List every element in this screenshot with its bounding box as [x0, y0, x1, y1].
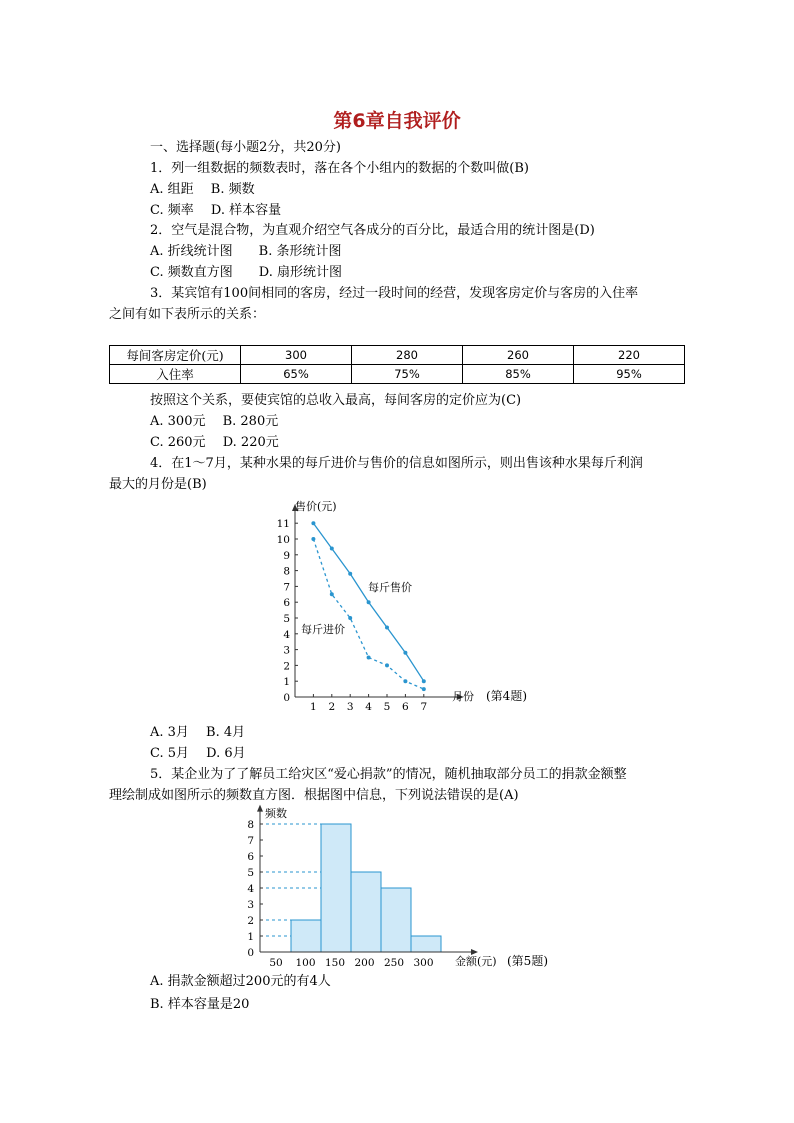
chart1-x-tick-label: 6 [402, 701, 409, 713]
table-cell: 260 [463, 346, 574, 365]
section-heading: 一、选择题(每小题2分，共20分) [150, 140, 341, 155]
chart2-x-tick-label: 100 [295, 957, 316, 969]
histogram-bar [351, 872, 381, 952]
chart1-y-tick-label: 3 [283, 644, 290, 657]
chart2-x-tick-label: 300 [413, 957, 434, 969]
table-cell: 75% [352, 365, 463, 384]
chart2-x-tick-label: 50 [269, 957, 283, 969]
chart1-series-label: 每斤售价 [368, 581, 412, 594]
chart2-y-tick-label: 6 [247, 851, 254, 863]
chart1-y-tick-label: 2 [283, 660, 290, 673]
chart1-y-tick-label: 4 [283, 628, 290, 641]
chart2-y-tick-label: 0 [247, 947, 254, 959]
chart1-y-tick-label: 0 [283, 692, 290, 704]
cost-price-point [385, 663, 389, 667]
q3-options-ab: A. 300元 B. 280元 [150, 414, 279, 429]
histogram-bar [381, 888, 411, 952]
chart2-y-tick-label: 5 [247, 867, 254, 879]
sell-price-point [348, 572, 352, 576]
chart1-y-tick-label: 10 [276, 534, 290, 546]
cost-price-point [348, 616, 352, 620]
q3-after: 按照这个关系，要使宾馆的总收入最高，每间客房的定价应为(C) [150, 393, 522, 408]
q5-option-b: B. 样本容量是20 [150, 997, 250, 1012]
q2-options-ab: A. 折线统计图 B. 条形统计图 [150, 244, 342, 259]
table-cell: 95% [574, 365, 685, 384]
q3-options-cd: C. 260元 D. 220元 [150, 435, 279, 450]
q1-options-ab: A. 组距 B. 频数 [150, 182, 255, 197]
table-header-price: 每间客房定价(元) [110, 346, 241, 365]
histogram-bar [291, 920, 321, 952]
chart2-y-tick-label: 1 [247, 931, 254, 943]
chart1-x-tick-label: 7 [420, 701, 428, 713]
chart1-y-tick-label: 1 [283, 676, 290, 689]
table-row [110, 365, 685, 384]
chart2-x-tick-label: 200 [354, 957, 375, 969]
q3-stem-line1: 3．某宾馆有100间相同的客房，经过一段时间的经营，发现客房定价与客房的入住率 [150, 286, 639, 301]
chart1-x-tick-label: 5 [383, 701, 391, 713]
q5-option-a: A. 捐款金额超过200元的有4人 [150, 974, 331, 989]
chart1-y-tick-label: 6 [283, 597, 290, 610]
q4-options-ab: A. 3月 B. 4月 [150, 725, 246, 740]
chart1-y-tick-label: 11 [276, 518, 290, 531]
chart1-y-tick-label: 5 [283, 613, 290, 625]
table-cell: 85% [463, 365, 574, 384]
chart1-x-tick-label: 1 [310, 701, 317, 713]
chart1-caption: (第4题) [486, 689, 527, 703]
histogram-bar [411, 936, 441, 952]
q2-stem: 2．空气是混合物，为直观介绍空气各成分的百分比，最适合用的统计图是(D) [150, 223, 595, 238]
q4-stem-line1: 4．在1～7月，某种水果的每斤进价与售价的信息如图所示，则出售该种水果每斤利润 [150, 456, 643, 471]
chart1-series-label: 每斤进价 [301, 623, 345, 636]
chart2-y-tick-label: 7 [247, 835, 254, 847]
table-cell: 280 [352, 346, 463, 365]
chart2-y-tick-label: 4 [247, 883, 254, 895]
chart1-xlabel: 月份 [452, 690, 474, 703]
chart1-ylabel: 售价(元) [295, 500, 337, 513]
chart2-x-tick-label: 150 [324, 957, 346, 969]
chart2-xlabel: 金额(元) [455, 955, 497, 968]
q3-stem-line2: 之间有如下表所示的关系： [109, 307, 266, 322]
price-line-chart [275, 495, 575, 715]
cost-price-point [422, 687, 426, 691]
donation-histogram [245, 805, 585, 969]
sell-price-point [385, 625, 389, 629]
chart2-caption: (第5题) [507, 954, 548, 968]
q5-stem-line1: 5．某企业为了了解员工给灾区“爱心捐款”的情况，随机抽取部分员工的捐款金额整 [150, 767, 627, 782]
q4-stem-line2: 最大的月份是(B) [109, 477, 207, 492]
q1-stem: 1．列一组数据的频数表时，落在各个小组内的数据的个数叫做(B) [150, 161, 529, 176]
chart1-y-tick-label: 7 [283, 581, 290, 594]
page-title: 第6章自我评价 [333, 110, 461, 132]
chart2-y-tick-label: 3 [247, 899, 254, 911]
histogram-bar [321, 824, 351, 952]
q4-options-cd: C. 5月 D. 6月 [150, 746, 246, 761]
q5-stem-line2: 理绘制成如图所示的频数直方图．根据图中信息，下列说法错误的是(A) [109, 788, 519, 803]
table-row [110, 346, 685, 365]
cost-price-point [367, 656, 371, 660]
table-header-rate: 入住率 [110, 365, 241, 384]
sell-price-point [403, 651, 407, 655]
chart1-y-tick-label: 9 [283, 549, 290, 562]
chart2-y-tick-label: 2 [247, 915, 254, 927]
table-cell: 65% [241, 365, 352, 384]
sell-price-point [422, 679, 426, 683]
chart2-x-tick-label: 250 [383, 957, 405, 969]
cost-price-point [330, 592, 334, 596]
sell-price-point [367, 600, 371, 604]
chart1-x-tick-label: 3 [346, 701, 354, 713]
cost-price-point [403, 679, 407, 683]
sell-price-point [330, 546, 334, 550]
table-cell: 300 [241, 346, 352, 365]
sell-price-point [311, 521, 315, 525]
q1-options-cd: C. 频率 D. 样本容量 [150, 203, 282, 218]
chart2-ylabel: 频数 [265, 807, 287, 820]
price-rate-table [109, 345, 685, 384]
chart2-y-tick-label: 8 [247, 819, 254, 831]
table-cell: 220 [574, 346, 685, 365]
cost-price-point [311, 537, 315, 541]
q2-options-cd: C. 频数直方图 D. 扇形统计图 [150, 265, 342, 280]
chart1-x-tick-label: 4 [365, 701, 372, 713]
chart1-y-tick-label: 8 [283, 565, 290, 578]
chart1-x-tick-label: 2 [328, 701, 336, 713]
